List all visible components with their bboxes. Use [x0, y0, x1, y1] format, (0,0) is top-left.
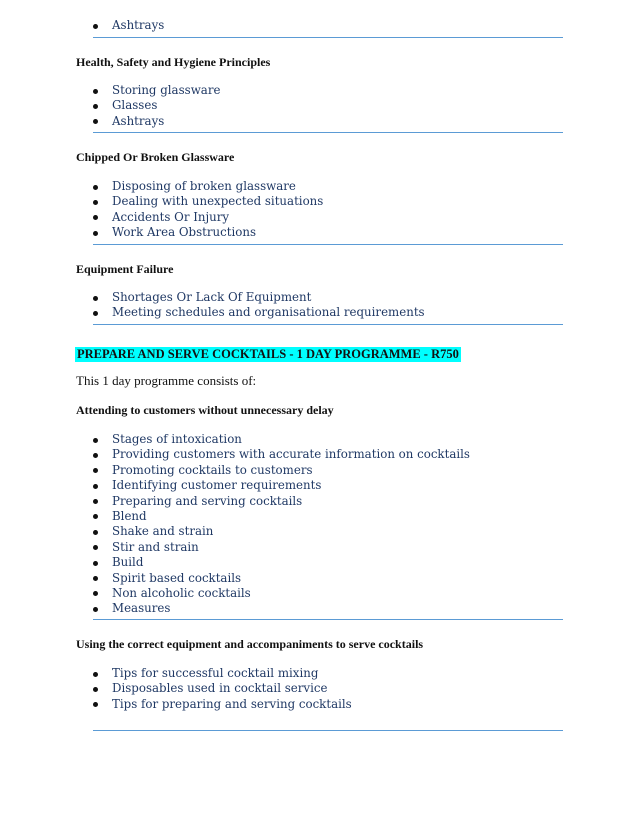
- bullet-list: [93, 666, 352, 712]
- section-heading: Using the correct equipment and accompaniments to serve cocktails: [76, 637, 424, 651]
- bullet-icon: [93, 468, 98, 473]
- list-item: Accidents Or Injury: [93, 210, 323, 225]
- bullet-icon: [93, 185, 98, 190]
- section-divider: [93, 37, 563, 38]
- bullet-icon: [93, 607, 98, 612]
- section-divider: [93, 324, 563, 325]
- bullet-icon: [93, 530, 98, 535]
- bullet-list: [93, 83, 220, 129]
- bullet-icon: [93, 514, 98, 519]
- list-item: Spirit based cocktails: [93, 571, 470, 586]
- list-item: Promoting cocktails to customers: [93, 463, 470, 478]
- programme-title: PREPARE AND SERVE COCKTAILS - 1 DAY PROGRAMME - R750: [77, 347, 459, 361]
- bullet-icon: [93, 296, 98, 301]
- list-item: Stir and strain: [93, 540, 470, 555]
- list-item: Ashtrays: [93, 114, 220, 129]
- bullet-icon: [93, 215, 98, 220]
- section-divider: [93, 730, 563, 731]
- bullet-icon: [93, 484, 98, 489]
- bullet-icon: [93, 591, 98, 596]
- list-item: Disposing of broken glassware: [93, 179, 323, 194]
- bullet-icon: [93, 311, 98, 316]
- bullet-list: [93, 18, 164, 33]
- bullet-icon: [93, 561, 98, 566]
- section-divider: [93, 132, 563, 133]
- bullet-icon: [93, 119, 98, 124]
- list-item: Ashtrays: [93, 18, 164, 33]
- list-item: Preparing and serving cocktails: [93, 494, 470, 509]
- list-item: Work Area Obstructions: [93, 225, 323, 240]
- bullet-icon: [93, 702, 98, 707]
- section-divider: [93, 244, 563, 245]
- section-heading: Health, Safety and Hygiene Principles: [76, 55, 271, 69]
- bullet-list: [93, 432, 470, 617]
- section-heading: Chipped Or Broken Glassware: [76, 150, 235, 164]
- bullet-icon: [93, 231, 98, 236]
- programme-intro: This 1 day programme consists of:: [76, 373, 257, 388]
- bullet-icon: [93, 545, 98, 550]
- bullet-icon: [93, 576, 98, 581]
- list-item: Tips for successful cocktail mixing: [93, 666, 352, 681]
- list-item: Non alcoholic cocktails: [93, 586, 470, 601]
- list-item: Stages of intoxication: [93, 432, 470, 447]
- bullet-list: [93, 290, 425, 321]
- bullet-icon: [93, 200, 98, 205]
- programme-title-wrap: [75, 345, 461, 363]
- list-item: Disposables used in cocktail service: [93, 681, 352, 696]
- list-item: Dealing with unexpected situations: [93, 194, 323, 209]
- list-item: Identifying customer requirements: [93, 478, 470, 493]
- list-item: Tips for preparing and serving cocktails: [93, 697, 352, 712]
- section-heading: Equipment Failure: [76, 262, 174, 276]
- list-item: Shortages Or Lack Of Equipment: [93, 290, 425, 305]
- bullet-icon: [93, 687, 98, 692]
- list-item: Storing glassware: [93, 83, 220, 98]
- list-item: Build: [93, 555, 470, 570]
- list-item: Measures: [93, 601, 470, 616]
- bullet-icon: [93, 24, 98, 29]
- list-item: Providing customers with accurate information on cocktails: [93, 447, 470, 462]
- list-item: Meeting schedules and organisational requirements: [93, 305, 425, 320]
- bullet-list: [93, 179, 323, 241]
- bullet-icon: [93, 438, 98, 443]
- list-item: Shake and strain: [93, 524, 470, 539]
- list-item: Blend: [93, 509, 470, 524]
- list-item: Glasses: [93, 98, 220, 113]
- bullet-icon: [93, 89, 98, 94]
- bullet-icon: [93, 499, 98, 504]
- bullet-icon: [93, 672, 98, 677]
- bullet-icon: [93, 104, 98, 109]
- bullet-icon: [93, 453, 98, 458]
- section-heading: Attending to customers without unnecessary delay: [76, 403, 334, 417]
- section-divider: [93, 619, 563, 620]
